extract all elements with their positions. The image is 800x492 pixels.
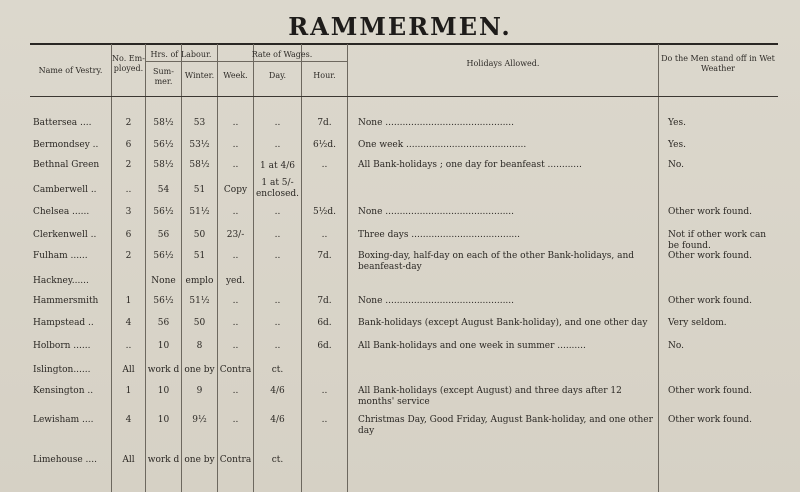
cell-holidays: Bank-holidays (except August Bank-holiday), and one other day [358, 318, 648, 328]
cell-emp: 2 [125, 160, 132, 170]
cell-week: .. [232, 341, 239, 351]
cell-summer: 58½ [153, 160, 174, 170]
cell-hour: 6d. [317, 318, 332, 328]
header-employed: No. Em- ployed. [112, 54, 145, 73]
cell-day: .. [274, 251, 281, 261]
cell-week: .. [232, 296, 239, 306]
cell-hour: 6d. [317, 341, 332, 351]
cell-day: .. [274, 118, 281, 128]
cell-hour: 7d. [317, 251, 332, 261]
cell-day: ct. [271, 455, 284, 465]
cell-name: Fulham ...... [33, 251, 88, 261]
cell-name: Hackney...... [33, 276, 89, 286]
header-holidays: Holidays Allowed. [466, 59, 540, 68]
cell-winter: 53½ [189, 140, 210, 150]
cell-winter: 50 [193, 230, 206, 240]
cell-name: Limehouse .... [33, 455, 97, 465]
cell-summer: None [151, 276, 176, 286]
cell-winter: 58½ [189, 160, 210, 170]
cell-emp: 2 [125, 118, 132, 128]
cell-name: Holborn ...... [33, 341, 91, 351]
cell-day: .. [274, 341, 281, 351]
cell-holidays: Christmas Day, Good Friday, August Bank-holiday, and one other day [358, 415, 653, 436]
header-name: Name of Vestry. [38, 66, 103, 75]
cell-emp: .. [125, 185, 132, 195]
cell-summer: 56½ [153, 140, 174, 150]
cell-winter: one by [184, 455, 215, 465]
cell-summer: 58½ [153, 118, 174, 128]
cell-wet: Not if other work can be found. [668, 230, 767, 251]
top-rule [30, 43, 778, 45]
subheader-rule [217, 61, 347, 62]
cell-name: Lewisham .... [33, 415, 94, 425]
cell-wet: Other work found. [668, 415, 752, 425]
cell-winter: 51½ [189, 296, 210, 306]
cell-day: .. [274, 207, 281, 217]
cell-day: .. [274, 296, 281, 306]
cell-day: .. [274, 318, 281, 328]
cell-week: 23/- [226, 230, 245, 240]
cell-name: Chelsea ...... [33, 207, 90, 217]
cell-week: Copy [223, 185, 248, 195]
cell-emp: 4 [125, 318, 132, 328]
cell-emp: 3 [125, 207, 132, 217]
cell-emp: 6 [125, 140, 132, 150]
header-summer: Sum- mer. [153, 67, 174, 86]
cell-day: .. [274, 140, 281, 150]
cell-winter: 9½ [192, 415, 207, 425]
cell-holidays: One week .......................................... [358, 140, 527, 150]
cell-week: .. [232, 386, 239, 396]
cell-summer: 56 [157, 230, 170, 240]
header-day: Day. [268, 71, 287, 80]
header-rate-wages: Rate of Wages. [251, 50, 313, 59]
cell-wet: Other work found. [668, 296, 752, 306]
cell-hour: .. [321, 415, 328, 425]
cell-emp: 1 [125, 296, 132, 306]
cell-holidays: Three days ...................................... [358, 230, 521, 240]
cell-wet: Yes. [668, 140, 686, 150]
cell-wet: Yes. [668, 118, 686, 128]
header-hour: Hour. [313, 71, 336, 80]
cell-week: Contra [219, 455, 252, 465]
cell-wet: No. [668, 160, 684, 170]
cell-day: ct. [271, 365, 284, 375]
col-divider [658, 44, 659, 492]
cell-winter: 50 [193, 318, 206, 328]
cell-week: .. [232, 251, 239, 261]
cell-summer: 54 [157, 185, 170, 195]
cell-name: Bethnal Green [33, 160, 100, 170]
cell-name: Kensington .. [33, 386, 94, 396]
cell-summer: 56 [157, 318, 170, 328]
cell-week: .. [232, 118, 239, 128]
cell-hour: .. [321, 230, 328, 240]
cell-week: .. [232, 140, 239, 150]
cell-hour: 5½d. [312, 207, 337, 217]
cell-hour: .. [321, 386, 328, 396]
cell-name: Hampstead .. [33, 318, 94, 328]
cell-week: yed. [225, 276, 246, 286]
cell-emp: .. [125, 341, 132, 351]
cell-hour: 7d. [317, 118, 332, 128]
cell-name: Battersea .... [33, 118, 92, 128]
header-winter: Winter. [184, 71, 215, 80]
cell-week: .. [232, 207, 239, 217]
cell-winter: 51 [193, 251, 206, 261]
cell-wet: No. [668, 341, 684, 351]
cell-emp: 4 [125, 415, 132, 425]
cell-name: Camberwell .. [33, 185, 97, 195]
header-hours-labour: Hrs. of Labour. [150, 50, 212, 59]
cell-week: .. [232, 415, 239, 425]
cell-summer: work d [147, 455, 180, 465]
cell-week: .. [232, 318, 239, 328]
page-title: RAMMERMEN. [288, 12, 512, 41]
cell-summer: 10 [157, 386, 170, 396]
cell-name: Bermondsey .. [33, 140, 99, 150]
cell-hour: .. [321, 160, 328, 170]
header-week: Week. [223, 71, 248, 80]
cell-winter: emplo [185, 276, 214, 286]
cell-week: Contra [219, 365, 252, 375]
cell-name: Islington...... [33, 365, 91, 375]
cell-holidays: All Bank-holidays ; one day for beanfeast ............ [358, 160, 582, 170]
cell-day: 4/6 [270, 386, 285, 396]
cell-summer: 56½ [153, 251, 174, 261]
col-divider [347, 44, 348, 492]
cell-winter: 53 [193, 118, 206, 128]
cell-summer: 56½ [153, 207, 174, 217]
cell-hour: 7d. [317, 296, 332, 306]
cell-holidays: None ............................................. [358, 118, 515, 128]
header-rule [30, 96, 778, 97]
cell-emp: 2 [125, 251, 132, 261]
cell-wet: Other work found. [668, 386, 752, 396]
cell-week: .. [232, 160, 239, 170]
cell-emp: 1 [125, 386, 132, 396]
cell-holidays: All Bank-holidays and one week in summer .......... [358, 341, 586, 351]
cell-summer: 56½ [153, 296, 174, 306]
header-wet-weather: Do the Men stand off in Wet Weather [661, 54, 775, 73]
cell-summer: 10 [157, 415, 170, 425]
cell-name: Clerkenwell .. [33, 230, 97, 240]
cell-winter: 9 [196, 386, 203, 396]
cell-day: 1 at 4/6 [260, 161, 295, 171]
cell-summer: work d [147, 365, 180, 375]
cell-day: .. [274, 230, 281, 240]
cell-winter: 8 [196, 341, 203, 351]
cell-wet: Other work found. [668, 251, 752, 261]
subheader-rule [145, 61, 217, 62]
cell-emp: 6 [125, 230, 132, 240]
cell-holidays: None ............................................. [358, 296, 515, 306]
cell-hour: 6½d. [312, 140, 337, 150]
cell-summer: 10 [157, 341, 170, 351]
cell-holidays: All Bank-holidays (except August) and three days after 12 months' service [358, 386, 622, 407]
cell-name: Hammersmith [33, 296, 99, 306]
cell-day: 4/6 [270, 415, 285, 425]
cell-emp: All [122, 365, 135, 375]
cell-emp: All [122, 455, 135, 465]
cell-day: 1 at 5/- enclosed. [255, 178, 300, 199]
cell-wet: Other work found. [668, 207, 752, 217]
cell-holidays: Boxing-day, half-day on each of the other Bank-holidays, and beanfeast-day [358, 251, 635, 272]
cell-winter: 51½ [189, 207, 210, 217]
cell-winter: one by [184, 365, 215, 375]
cell-wet: Very seldom. [668, 318, 727, 328]
cell-winter: 51 [193, 185, 206, 195]
cell-holidays: None ............................................. [358, 207, 515, 217]
